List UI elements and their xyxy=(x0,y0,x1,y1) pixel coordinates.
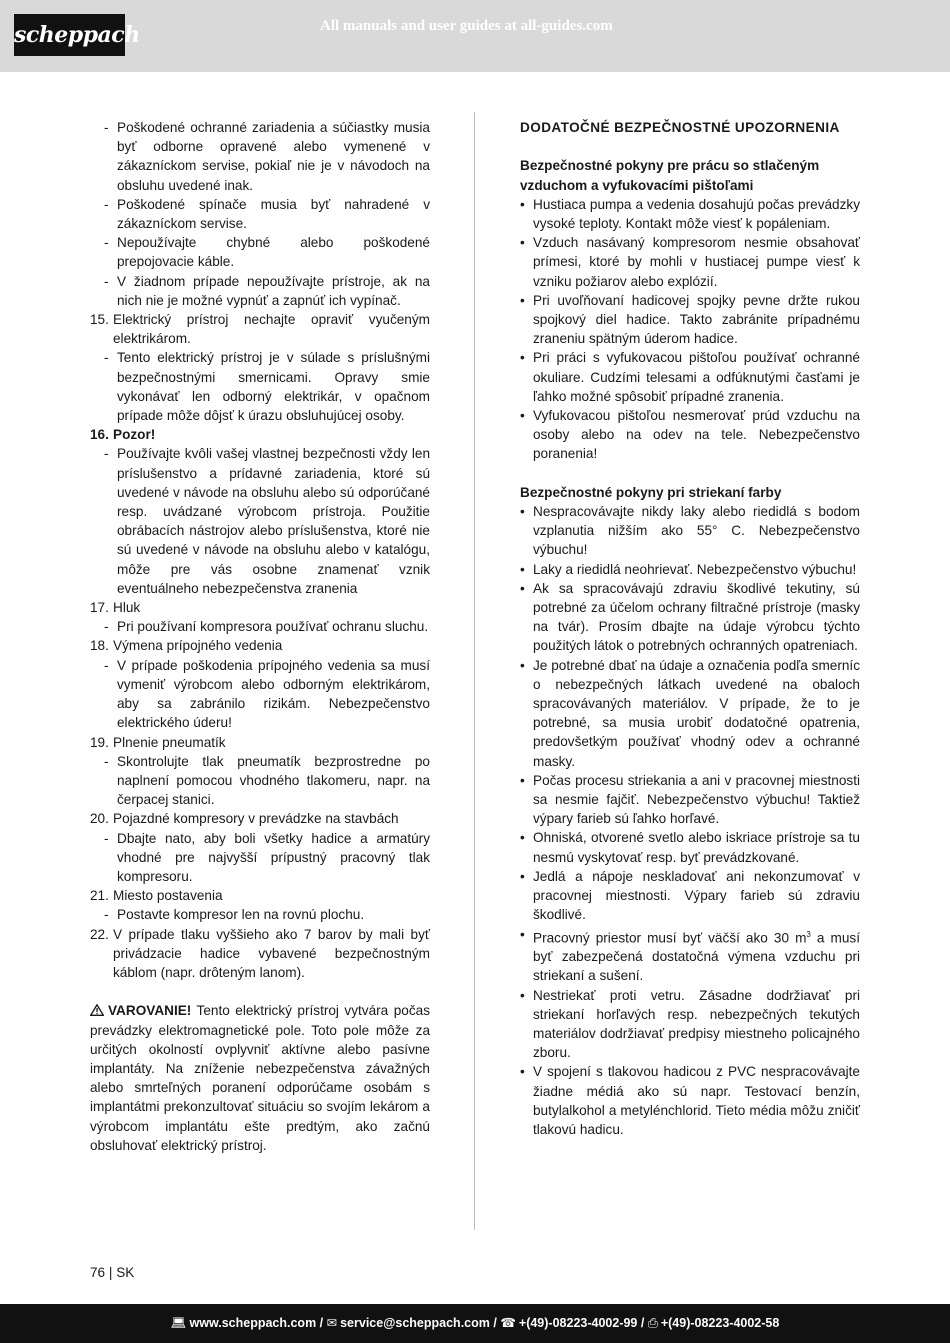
bullet-item: • V spojení s tlakovou hadicou z PVC nespracovávajte žiadne médiá ako sú napr. Testovací benzín, butylalkohol a metylénchlorid. Tieto média môžu zničiť tlakovú hadicu. xyxy=(520,1062,860,1139)
section-heading: DODATOČNÉ BEZPEČNOSTNÉ UPOZORNENIA xyxy=(520,120,840,135)
bullet-item: • Nestriekať proti vetru. Zásadne dodržiavať pri striekaní horľavých resp. nebezpečných tekutých materiálov dodržiavať predpisy miestneho policajného zboru. xyxy=(520,986,860,1063)
column-divider xyxy=(474,112,475,1230)
numbered-item-19: 19. Plnenie pneumatík xyxy=(90,734,226,750)
warning-label: VAROVANIE! xyxy=(108,1003,192,1019)
subheading-compressed-air: Bezpečnostné pokyny pre prácu so stlačeným vzduchom a vyfukovacími pištoľami xyxy=(520,158,820,193)
footer-email[interactable]: service@scheppach.com / xyxy=(340,1316,497,1330)
left-column xyxy=(90,118,430,1155)
numbered-item-22: 22. V prípade tlaku vyššieho ako 7 barov by mali byť privádzacie hadice vybavené bezpečnostným káblom (napr. drôteným lanom). xyxy=(90,926,430,980)
list-item: - Tento elektrický prístroj je v súlade s príslušnými bezpečnostnými smernicami. Opravy smie vykonávať len odborný elektrikár, v opačnom prípade môže dôjsť k úrazu obsluhujúcej osoby. xyxy=(90,348,430,425)
list-item: - Poškodené ochranné zariadenia a súčiastky musia byť odborne opravené alebo vymenené v zákazníckom servise, pokiaľ nie je v návodoch na obsluhu uvedené inak. xyxy=(90,118,430,195)
list-item: - Nepoužívajte chybné alebo poškodené prepojovacie káble. xyxy=(90,233,430,271)
footer-contact-bar xyxy=(0,1304,950,1343)
numbered-item-15: 15. Elektrický prístroj nechajte opraviť vyučeným elektrikárom. xyxy=(90,312,430,347)
bullet-item: • Vzduch nasávaný kompresorom nesmie obsahovať prímesi, ktoré by mohli v hustiacej pumpe viesť k vzniku požiarov alebo explózií. xyxy=(520,233,860,291)
computer-icon: 💻︎ xyxy=(170,1316,187,1330)
bullet-item: • Ohniská, otvorené svetlo alebo iskriace prístroje sa tu nesmú vyskytovať resp. byť prevádzkované. xyxy=(520,828,860,866)
fax-icon: ⎙ xyxy=(647,1316,658,1330)
bullet-item: • Ak sa spracovávajú zdraviu škodlivé tekutiny, sú potrebné za účelom ochrany filtračné prístroje (masky na tvár). Prosím dbajte na údaje výrobcu týchto použitých látok o potrebných ochranných opatreniach. xyxy=(520,579,860,656)
numbered-item-17: 17. Hluk xyxy=(90,600,141,616)
list-item: - Pri používaní kompresora používať ochranu sluchu. xyxy=(90,617,430,636)
footer-phone: +(49)-08223-4002-99 / xyxy=(518,1316,645,1330)
phone-icon: ☎ xyxy=(500,1316,516,1330)
warning-triangle-icon xyxy=(90,1004,104,1016)
bullet-item: • Vyfukovacou pištoľou nesmerovať prúd vzduchu na osoby alebo na odev na tele. Nebezpečenstvo poranenia! xyxy=(520,406,860,464)
bullet-item: • Počas procesu striekania a ani v pracovnej miestnosti sa nesmie fajčiť. Nebezpečenstvo výbuchu! Taktiež výpary farieb sú ľahko horľavé. xyxy=(520,771,860,829)
top-banner xyxy=(0,0,950,72)
list-item: - Používajte kvôli vašej vlastnej bezpečnosti vždy len príslušenstvo a prídavné zariadenia, ktoré sú uvedené v návode na obsluhu alebo sú odporúčané resp. uvádzané výrobcom prístroja. Použitie obrábacích nástrojov alebo príslušenstva, ktoré nie sú uvedené v návode na obsluhu alebo v katalógu, môže pre vás osobne znamenať vznik eventuálneho nebezpečenstva zranenia xyxy=(90,444,430,598)
list-item: - V prípade poškodenia prípojného vedenia sa musí vymeniť výrobcom alebo odborným elektrikárom, aby sa zabránilo rizikám. Nebezpečenstvo elektrického úderu! xyxy=(90,656,430,733)
warning-text: Tento elektrický prístroj vytvára počas prevádzky elektromagnetické pole. Toto pole môže za určitých okolností ovplyvniť aktívne alebo pasívne implantáty. Na zníženie nebezpečenstva závažných alebo smrteľných poranení odporúčame osobám s implantátmi prekonzultovať situáciu so svojím lekárom a výrobcom implantátu ešte predtým, ako začnú obsluhovať elektrický prístroj. xyxy=(90,1003,430,1153)
bullet-item: • Pri práci s vyfukovacou pištoľou používať ochranné okuliare. Cudzími telesami a odfúknutými časťami je ľahko možné spôsobiť prípadné zranenia. xyxy=(520,348,860,406)
bullet-item: • Jedlá a nápoje neskladovať ani nekonzumovať v pracovnej miestnosti. Výpary farieb sú zdraviu škodlivé. xyxy=(520,867,860,925)
list-item: - Poškodené spínače musia byť nahradené v zákazníckom servise. xyxy=(90,195,430,233)
bullet-item: • Nespracovávajte nikdy laky alebo riedidlá s bodom vzplanutia nižším ako 55° C. Nebezpečenstvo výbuchu! xyxy=(520,502,860,560)
scheppach-logo: scheppach xyxy=(14,14,125,56)
list-item: - Dbajte nato, aby boli všetky hadice a armatúry vhodné pre najvyšší prípustný pracovný tlak kompresoru. xyxy=(90,829,430,887)
right-column xyxy=(520,118,860,1139)
footer-website[interactable]: www.scheppach.com / xyxy=(189,1316,324,1330)
numbered-item-16: 16. Pozor! xyxy=(90,427,156,443)
list-item: - V žiadnom prípade nepoužívajte prístroje, ak na nich nie je možné vypnúť a zapnúť ich vypínač. xyxy=(90,272,430,310)
list-item: - Skontrolujte tlak pneumatík bezprostredne po naplnení pomocou vhodného tlakomeru, napr. na čerpacej stanici. xyxy=(90,752,430,810)
bullet-item: • Hustiaca pumpa a vedenia dosahujú počas prevádzky vysoké teploty. Kontakt môže viesť k popáleniam. xyxy=(520,195,860,233)
numbered-item-18: 18. Výmena prípojného vedenia xyxy=(90,638,283,654)
numbered-item-20: 20. Pojazdné kompresory v prevádzke na stavbách xyxy=(90,811,399,827)
bullet-item: • Pracovný priestor musí byť väčší ako 30 $m^3$ a musí byť zabezpečená dostatočná výmena vzduchu pri striekaní a sušení. xyxy=(520,925,860,986)
page-number: 76 | SK xyxy=(90,1265,135,1280)
footer-fax: +(49)-08223-4002-58 xyxy=(660,1316,780,1330)
bullet-item: • Laky a riedidlá neohrievať. Nebezpečenstvo výbuchu! xyxy=(520,560,860,579)
watermark-text: All manuals and user guides at all-guides.com xyxy=(320,18,613,34)
subheading-paint-spraying: Bezpečnostné pokyny pri striekaní farby xyxy=(520,484,782,500)
mail-icon: ✉ xyxy=(326,1316,338,1330)
bullet-item: • Je potrebné dbať na údaje a označenia podľa smerníc o nebezpečných látkach uvedené na obaloch spracovávaných materiálov. V prípade, že to je potrebné, sa musia urobiť dodatočné opatrenia, predovšetkým používať vhodný odev a ochranné masky. xyxy=(520,656,860,771)
numbered-item-21: 21. Miesto postavenia xyxy=(90,888,223,904)
bullet-item: • Pri uvoľňovaní hadicovej spojky pevne držte rukou spojkový diel hadice. Takto zabránite prípadnému zraneniu spätným úderom hadice. xyxy=(520,291,860,349)
list-item: - Postavte kompresor len na rovnú plochu. xyxy=(90,905,430,924)
warning-paragraph xyxy=(90,1001,430,1155)
